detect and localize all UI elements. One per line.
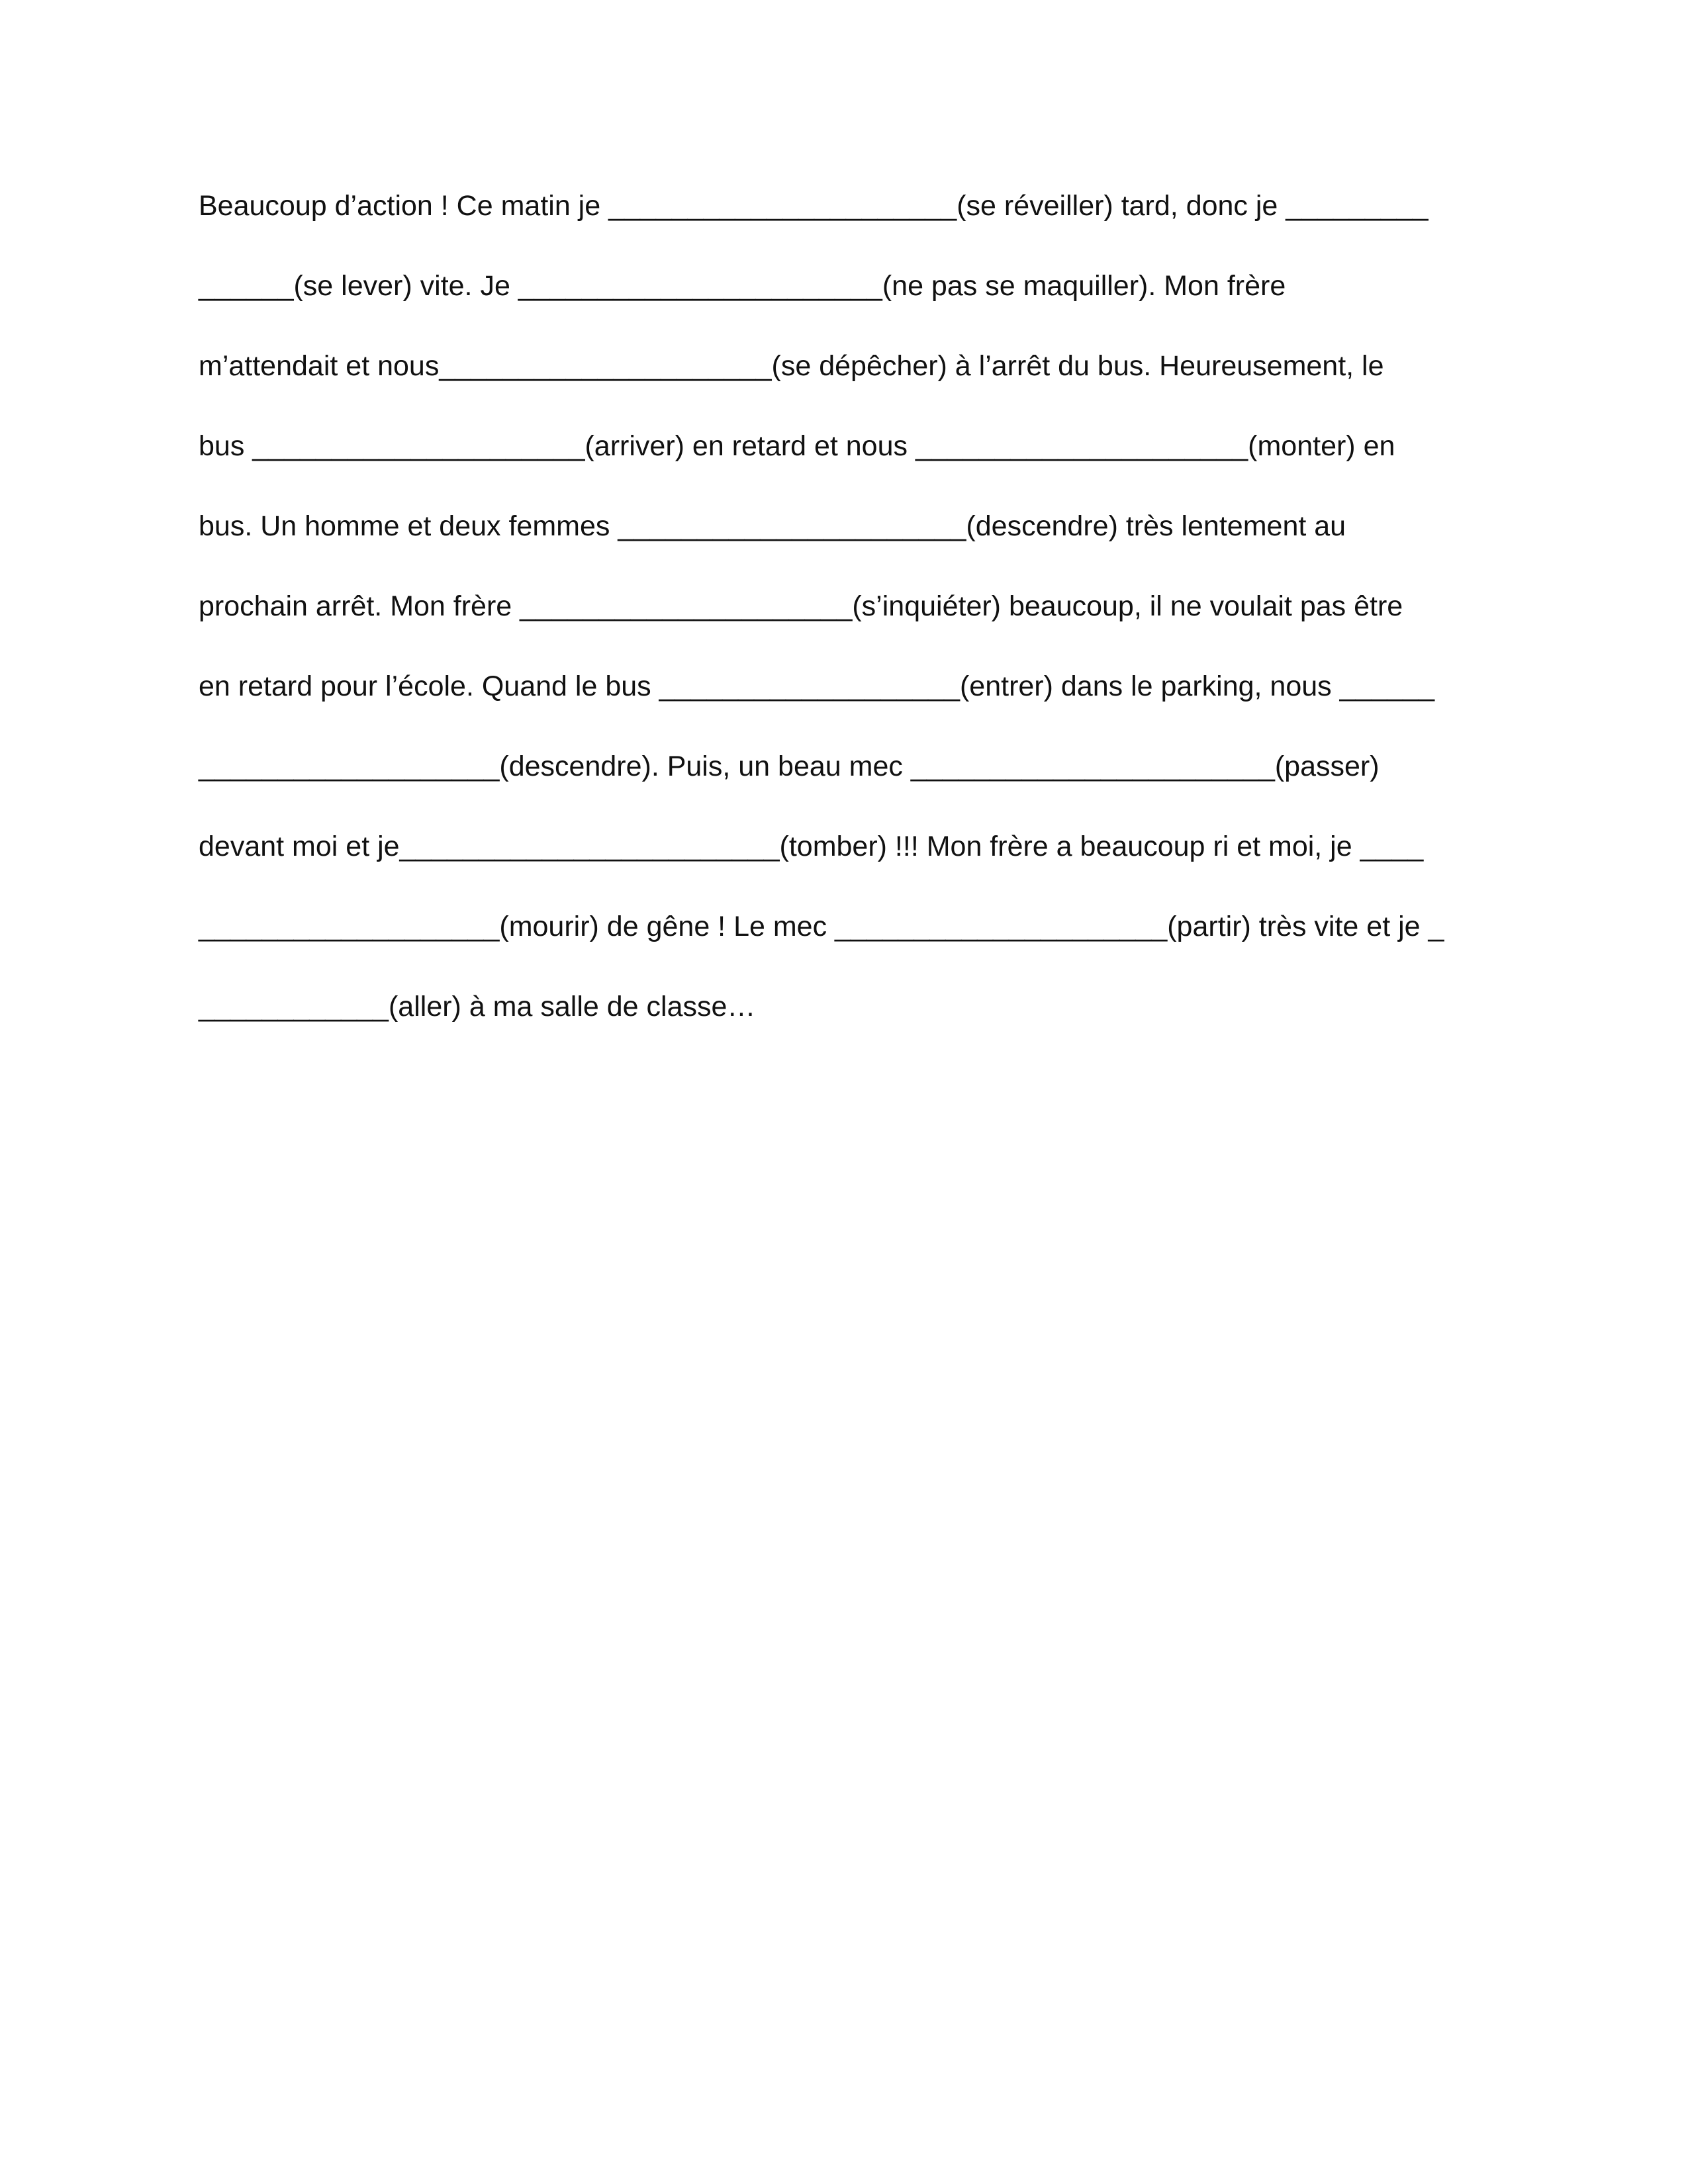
paragraph-line-7: en retard pour l’école. Quand le bus ___________________(entrer) dans le parking, nous ______ [199, 670, 1435, 702]
paragraph-line-10: ___________________(mourir) de gêne ! Le mec _____________________(partir) très vite et je _ [199, 911, 1444, 942]
paragraph-line-11: ____________(aller) à ma salle de classe… [199, 991, 756, 1023]
paragraph-line-2: ______(se lever) vite. Je _______________________(ne pas se maquiller). Mon frère [199, 270, 1286, 302]
paragraph-line-1: Beaucoup d’action ! Ce matin je ______________________(se réveiller) tard, donc je _________ [199, 190, 1429, 222]
paragraph-line-3: m’attendait et nous_____________________(se dépêcher) à l’arrêt du bus. Heureusement, le [199, 350, 1384, 382]
paragraph-line-8: ___________________(descendre). Puis, un beau mec _______________________(passer) [199, 751, 1380, 782]
paragraph-line-5: bus. Un homme et deux femmes ______________________(descendre) très lentement au [199, 510, 1346, 542]
paragraph-line-9: devant moi et je________________________(tomber) !!! Mon frère a beaucoup ri et moi, je ____ [199, 831, 1424, 862]
paragraph-line-6: prochain arrêt. Mon frère _____________________(s’inquiéter) beaucoup, il ne voulait pas être [199, 590, 1403, 622]
paragraph-line-4: bus _____________________(arriver) en retard et nous _____________________(monter) en [199, 430, 1395, 462]
